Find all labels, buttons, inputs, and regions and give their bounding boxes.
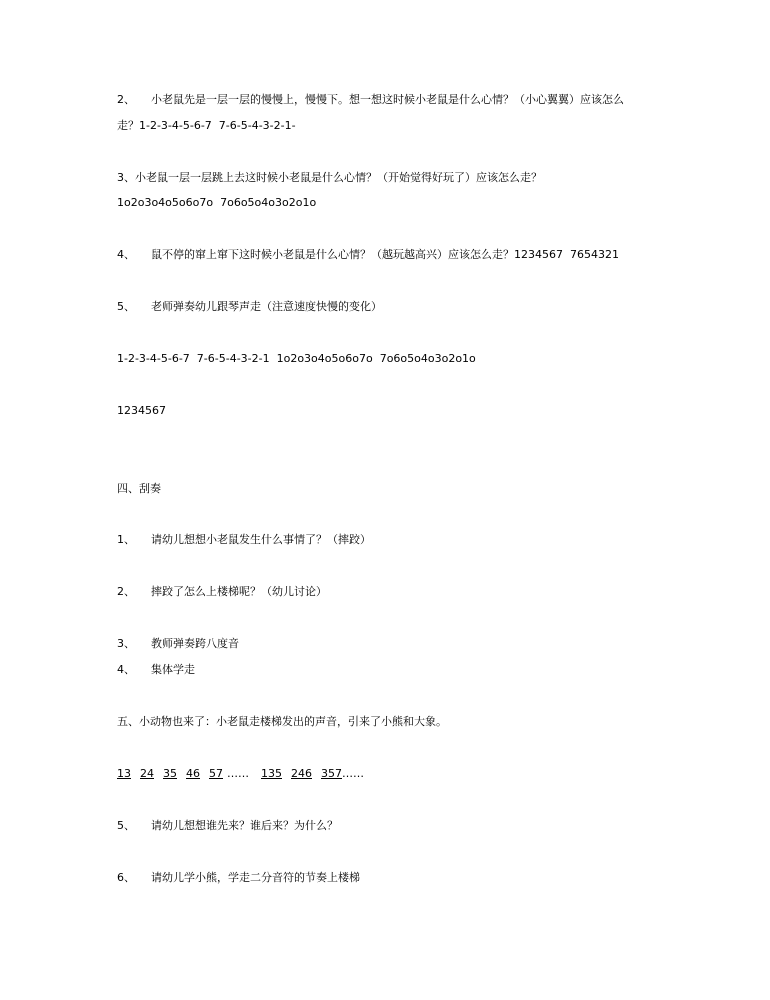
section-5-item-5 (117, 819, 338, 833)
item-number: 6、 (117, 871, 135, 884)
item-number: 5、 (117, 300, 135, 313)
item-text: 集体学走 (151, 663, 195, 676)
item-number: 1、 (117, 533, 135, 546)
interval-24: 24 (140, 767, 154, 780)
section-5-title (117, 715, 447, 729)
note-sequence: 1234567 (117, 404, 166, 417)
paragraph-4 (117, 248, 619, 262)
section-4-item-1 (117, 533, 371, 547)
item-number: 2、 (117, 93, 135, 106)
interval-57: 57 (209, 767, 223, 780)
item-text: 请幼儿想想小老鼠发生什么事情了？（摔跤） (151, 533, 371, 546)
item-number: 5、 (117, 819, 135, 832)
paragraph-text: 老师弹奏幼儿跟琴声走（注意速度快慢的变化） (151, 300, 382, 313)
chord-357: 357 (321, 767, 342, 780)
chord-135: 135 (261, 767, 282, 780)
interval-46: 46 (186, 767, 200, 780)
paragraph-text: 小老鼠先是一层一层的慢慢上，慢慢下。想一想这时候小老鼠是什么心情？（小心翼翼）应该怎么 (151, 93, 624, 106)
item-text: 请幼儿想想谁先来？谁后来？为什么？ (151, 819, 338, 832)
note-sequence: 1-2-3-4-5-6-7 7-6-5-4-3-2-1 1o2o3o4o5o6o7o 7o6o5o4o3o2o1o (117, 352, 476, 365)
paragraph-2 (117, 93, 624, 107)
chord-246: 246 (291, 767, 312, 780)
item-text: 摔跤了怎么上楼梯呢？（幼儿讨论） (151, 585, 327, 598)
item-number: 4、 (117, 248, 135, 261)
item-text: 请幼儿学小熊，学走二分音符的节奏上楼梯 (151, 871, 360, 884)
note-sequence-line (117, 352, 476, 366)
ellipsis: …… (342, 767, 364, 780)
interval-35: 35 (163, 767, 177, 780)
item-number: 2、 (117, 585, 135, 598)
paragraph-text: 鼠不停的窜上窜下这时候小老鼠是什么心情？（越玩越高兴）应该怎么走？1234567 7654321 (151, 248, 619, 261)
section-heading: 四、刮奏 (117, 482, 161, 495)
interval-13: 13 (117, 767, 131, 780)
paragraph-3 (117, 171, 542, 185)
item-number: 4、 (117, 663, 135, 676)
section-4-item-3 (117, 637, 239, 651)
paragraph-text: 3、小老鼠一层一层跳上去这时候小老鼠是什么心情？（开始觉得好玩了）应该怎么走？ (117, 171, 542, 184)
section-heading: 五、小动物也来了：小老鼠走楼梯发出的声音，引来了小熊和大象。 (117, 715, 447, 728)
item-number: 3、 (117, 637, 135, 650)
paragraph-2-continued (117, 119, 296, 133)
note-sequence: 1o2o3o4o5o6o7o 7o6o5o4o3o2o1o (117, 196, 317, 209)
interval-sequence (117, 767, 364, 781)
section-4-item-4 (117, 663, 195, 677)
note-sequence-line-2 (117, 404, 166, 418)
section-5-item-6 (117, 871, 360, 885)
item-text: 教师弹奏跨八度音 (151, 637, 239, 650)
section-4-item-2 (117, 585, 327, 599)
ellipsis: …… (227, 767, 249, 780)
paragraph-text: 走？1-2-3-4-5-6-7 7-6-5-4-3-2-1- (117, 119, 296, 132)
section-4-title (117, 482, 161, 496)
paragraph-5 (117, 300, 382, 314)
paragraph-3-notes (117, 196, 316, 210)
